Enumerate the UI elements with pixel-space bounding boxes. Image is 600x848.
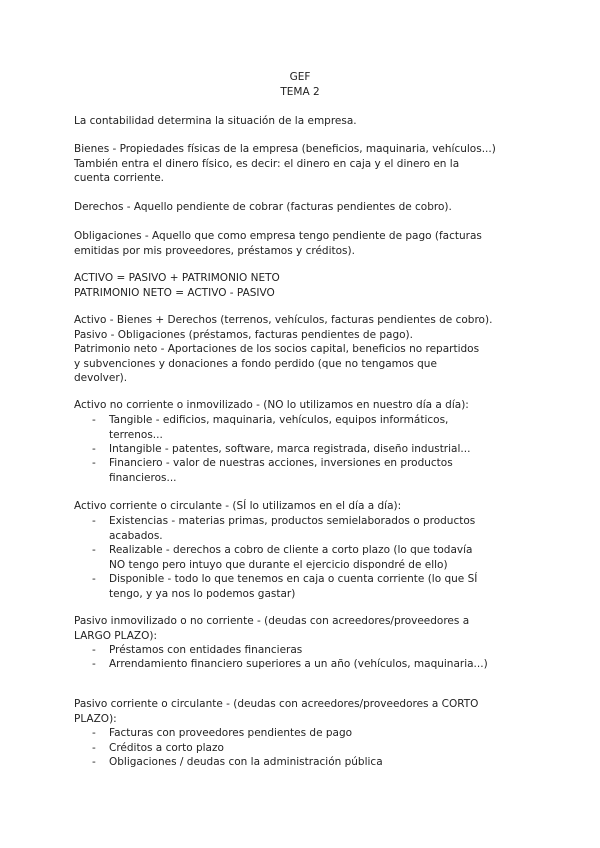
- list-item-text: Préstamos con entidades financieras: [109, 644, 303, 656]
- list-item-text: Intangible - patentes, software, marca registrada, diseño industrial...: [109, 443, 471, 455]
- list-item-text: tengo, y ya nos lo podemos gastar): [109, 587, 296, 600]
- bullet-dash: -: [92, 756, 96, 768]
- text-line: Pasivo corriente o circulante - (deudas con acreedores/proveedores a CORTO: [74, 698, 479, 710]
- bullet-dash: -: [92, 658, 96, 670]
- bullet-dash: -: [92, 457, 96, 469]
- bullet-dash: -: [92, 544, 96, 556]
- bullet-dash: -: [92, 644, 96, 656]
- list-item-text: Realizable - derechos a cobro de cliente a corto plazo (lo que todavía: [109, 544, 473, 556]
- list-item-text: NO tengo pero intuyo que durante el ejercicio dispondré de ello): [109, 558, 448, 571]
- intro-paragraph: La contabilidad determina la situación de la empresa.: [74, 115, 357, 127]
- text-line: Pasivo - Obligaciones (préstamos, facturas pendientes de pago).: [74, 328, 413, 341]
- bullet-dash: -: [92, 414, 96, 426]
- list-item-text: terrenos...: [109, 428, 163, 441]
- text-line: Obligaciones - Aquello que como empresa tengo pendiente de pago (facturas: [74, 230, 482, 242]
- bullet-dash: -: [92, 742, 96, 754]
- list-item-text: Tangible - edificios, maquinaria, vehículos, equipos informáticos,: [109, 414, 449, 426]
- text-line: Patrimonio neto - Aportaciones de los socios capital, beneficios no repartidos: [74, 343, 480, 356]
- pasivo-no-corriente-heading: [74, 614, 554, 643]
- text-line: y subvenciones y donaciones a fondo perdido (que no tengamos que: [74, 357, 437, 370]
- definitions-block: [74, 313, 554, 386]
- list-item-text: Arrendamiento financiero superiores a un año (vehículos, maquinaria...): [109, 658, 488, 670]
- equation-line: PATRIMONIO NETO = ACTIVO - PASIVO: [74, 286, 275, 299]
- bullet-dash: -: [92, 573, 96, 585]
- text-line: También entra el dinero físico, es decir: el dinero en caja y el dinero en la: [74, 157, 460, 170]
- text-line: Pasivo inmovilizado o no corriente - (deudas con acreedores/proveedores a: [74, 615, 470, 627]
- activo-corriente-heading: Activo corriente o circulante - (SÍ lo utilizamos en el día a día):: [74, 500, 402, 512]
- bullet-dash: -: [92, 727, 96, 739]
- list-item-text: Facturas con proveedores pendientes de pago: [109, 727, 353, 739]
- list-item-text: acabados.: [109, 529, 163, 542]
- equation-line: ACTIVO = PASIVO + PATRIMONIO NETO: [74, 272, 280, 284]
- text-line: PLAZO):: [74, 712, 117, 725]
- text-line: LARGO PLAZO):: [74, 629, 158, 642]
- list-item-text: Existencias - materias primas, productos semielaborados o productos: [109, 515, 476, 527]
- bullet-dash: -: [92, 443, 96, 455]
- bullet-dash: -: [92, 515, 96, 527]
- doc-title: GEF: [289, 71, 311, 83]
- list-item-text: Financiero - valor de nuestras acciones, inversiones en productos: [109, 457, 453, 469]
- list-item-text: financieros...: [109, 471, 177, 484]
- text-line: cuenta corriente.: [74, 172, 165, 185]
- equations-block: [74, 271, 554, 300]
- doc-subtitle: TEMA 2: [280, 86, 320, 98]
- list-item-text: Créditos a corto plazo: [109, 742, 224, 754]
- text-line: Activo - Bienes + Derechos (terrenos, vehículos, facturas pendientes de cobro).: [74, 314, 493, 326]
- bienes-paragraph: [74, 142, 554, 186]
- obligaciones-paragraph: [74, 229, 554, 258]
- activo-no-corriente-heading: Activo no corriente o inmovilizado - (NO lo utilizamos en nuestro día a día):: [74, 399, 469, 411]
- text-line: devolver).: [74, 372, 128, 385]
- pasivo-corriente-heading: [74, 697, 554, 726]
- list-item-text: Disponible - todo lo que tenemos en caja o cuenta corriente (lo que SÍ: [109, 573, 478, 585]
- text-line: emitidas por mis proveedores, préstamos y créditos).: [74, 244, 355, 257]
- text-line: Bienes - Propiedades físicas de la empresa (beneficios, maquinaria, vehículos...): [74, 143, 496, 155]
- list-item-text: Obligaciones / deudas con la administración pública: [109, 756, 383, 768]
- derechos-paragraph: Derechos - Aquello pendiente de cobrar (facturas pendientes de cobro).: [74, 201, 452, 213]
